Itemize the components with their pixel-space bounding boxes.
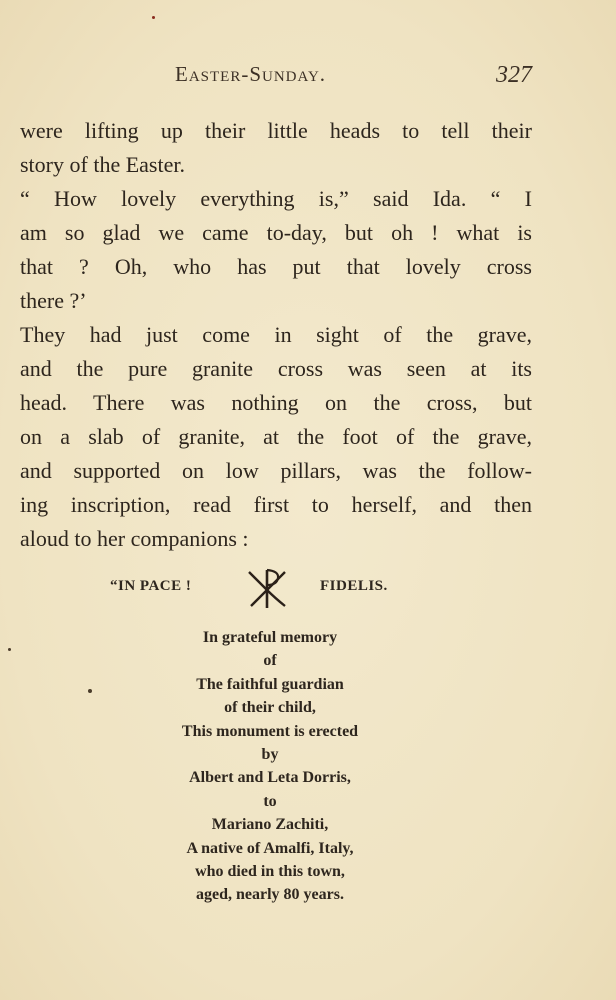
inscription-line: aged, nearly 80 years. [196, 886, 344, 904]
text-line: ing inscription, read first to herself, and then [20, 492, 532, 517]
inscription-line: The faithful guardian [196, 675, 344, 693]
fidelis-label: FIDELIS. [320, 578, 388, 594]
text-line: story of the Easter. [20, 152, 185, 177]
running-title: Easter-Sunday. [175, 62, 327, 86]
inscription-header [110, 566, 410, 610]
text-line: on a slab of granite, at the foot of the grave, [20, 424, 532, 449]
text-line: and the pure granite cross was seen at its [20, 356, 532, 381]
ink-speck [152, 16, 155, 19]
text-line: and supported on low pillars, was the follow- [20, 458, 532, 483]
text-line: aloud to her companions : [20, 526, 249, 551]
inscription-line: This monument is erected [181, 722, 359, 740]
inscription-line: Mariano Zachiti, [211, 816, 329, 834]
inscription-line: of their child, [224, 699, 316, 717]
inscription-line: In grateful memory [202, 629, 338, 646]
inscription [120, 626, 420, 907]
body-text [20, 114, 532, 556]
inscription-line: Albert and Leta Dorris, [189, 769, 351, 787]
inscription-line: A native of Amalfi, Italy, [186, 839, 354, 857]
inscription-line: of [263, 652, 277, 670]
text-line: They had just come in sight of the grave, [20, 322, 532, 347]
chi-rho-icon [245, 566, 289, 610]
text-line: there ?’ [20, 288, 87, 313]
inscription-line: who died in this town, [195, 863, 345, 881]
text-line: “ How lovely everything is,” said Ida. “ I [20, 186, 532, 211]
page-number: 327 [496, 62, 532, 88]
inscription-line: by [261, 746, 279, 764]
text-line: were lifting up their little heads to tell their [20, 118, 532, 143]
in-pace-label: “IN PACE ! [110, 578, 192, 594]
running-head [20, 62, 532, 92]
ink-speck [88, 689, 92, 693]
text-line: that ? Oh, who has put that lovely cross [20, 254, 532, 279]
text-line: head. There was nothing on the cross, but [20, 390, 532, 415]
ink-speck [8, 648, 11, 651]
inscription-line: to [263, 792, 277, 810]
text-line: am so glad we came to-day, but oh ! what is [20, 220, 532, 245]
